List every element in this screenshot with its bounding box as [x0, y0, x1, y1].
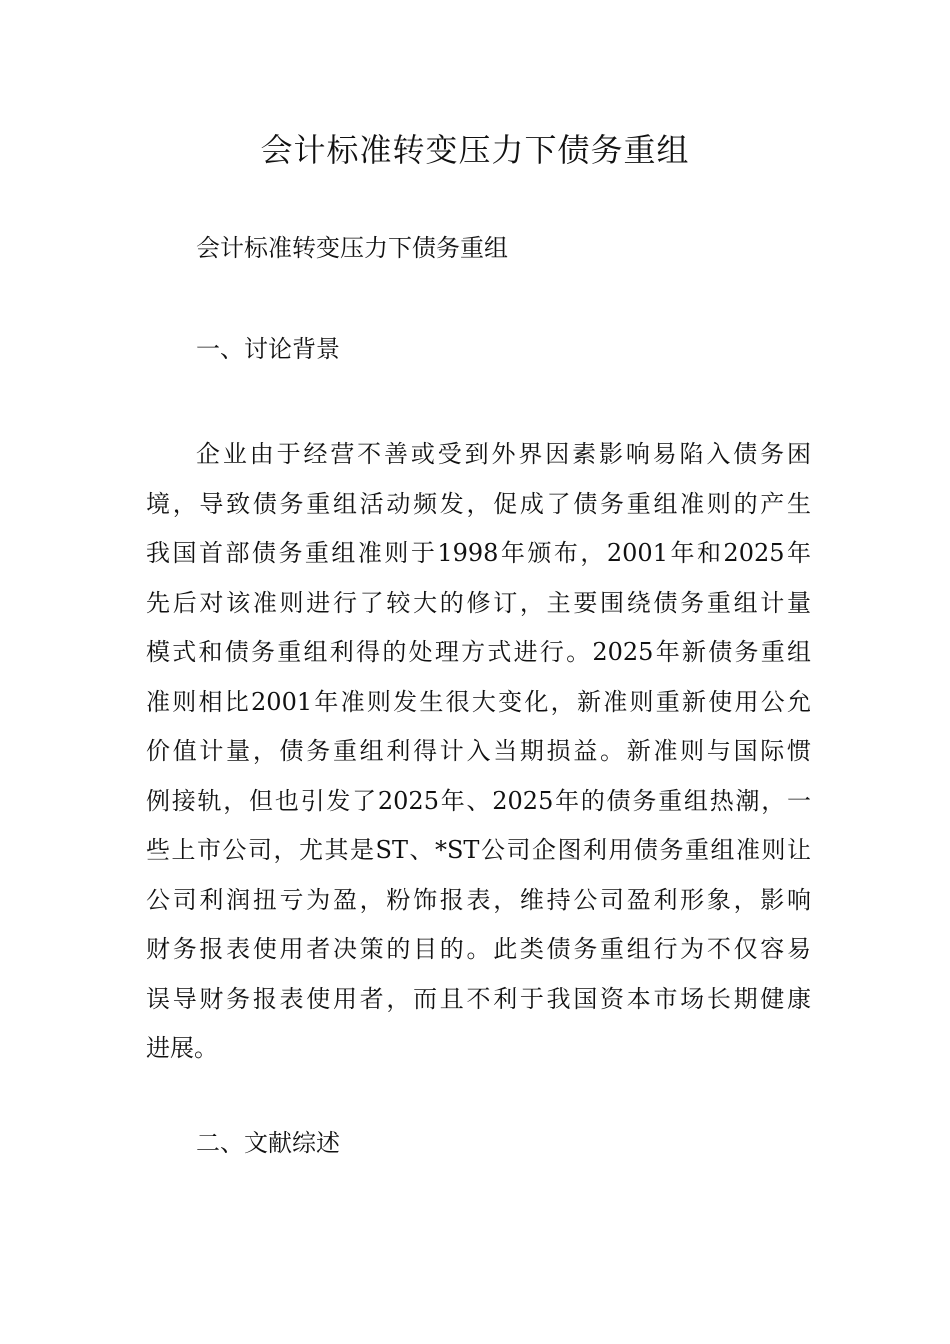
paragraph-line: 财务报表使用者决策的目的。此类债务重组行为不仅容易: [146, 935, 811, 963]
paragraph-line: 价值计量，债务重组利得计入当期损益。新准则与国际惯: [146, 737, 811, 765]
document-title: 会计标准转变压力下债务重组: [260, 131, 690, 169]
paragraph-line: 先后对该准则进行了较大的修订，主要围绕债务重组计量: [146, 588, 811, 617]
paragraph-line: 误导财务报表使用者，而且不利于我国资本市场长期健康: [146, 984, 811, 1013]
paragraph-line: 准则相比2001年准则发生很大变化，新准则重新使用公允: [146, 687, 811, 716]
paragraph-line: 境，导致债务重组活动频发，促成了债务重组准则的产生: [146, 489, 811, 518]
paragraph-line: 例接轨，但也引发了2025年、2025年的债务重组热潮，一: [146, 786, 811, 815]
paragraph-line: 进展。: [146, 1034, 218, 1062]
document-subtitle: 会计标准转变压力下债务重组: [196, 234, 508, 262]
paragraph-line: 模式和债务重组利得的处理方式进行。2025年新债务重组: [146, 638, 811, 666]
paragraph-line: 我国首部债务重组准则于1998年颁布，2001年和2025年: [146, 539, 811, 567]
section-heading-literature-review: 二、文献综述: [196, 1129, 340, 1157]
background-paragraph: [146, 430, 811, 1074]
paragraph-line: 公司利润扭亏为盈，粉饰报表，维持公司盈利形象，影响: [146, 885, 811, 914]
section-heading-background: 一、讨论背景: [196, 335, 340, 363]
paragraph-line: 些上市公司，尤其是ST、*ST公司企图利用债务重组准则让: [146, 836, 811, 864]
paragraph-line: 企业由于经营不善或受到外界因素影响易陷入债务困: [196, 440, 811, 468]
